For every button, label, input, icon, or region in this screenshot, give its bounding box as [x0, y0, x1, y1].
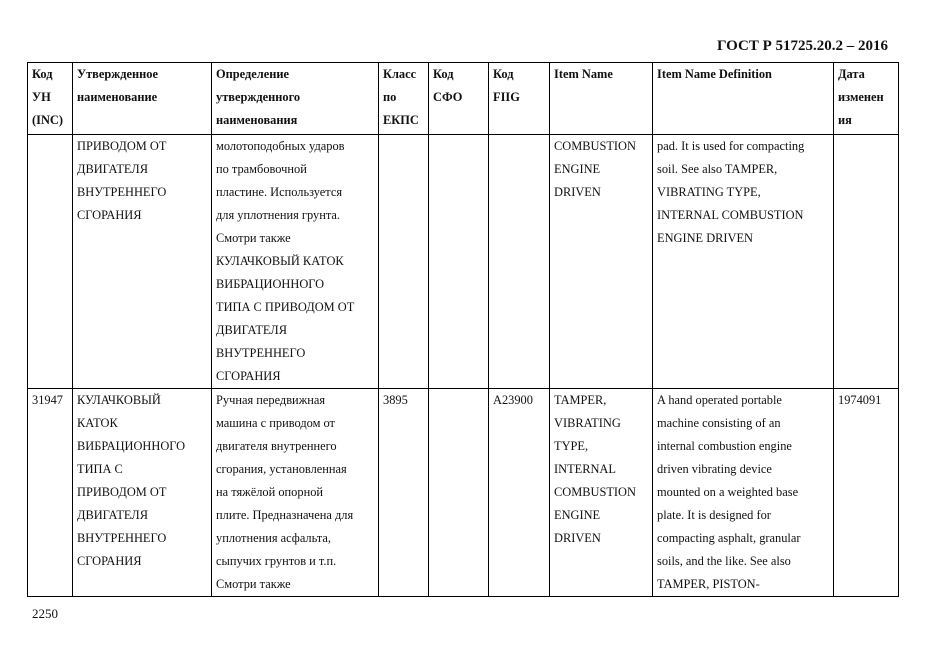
cell-text-line: Смотри также [216, 231, 291, 245]
cell-item-name-definition [653, 135, 834, 389]
cell-text-line: plate. It is designed for [657, 508, 771, 522]
header-text-line: наименование [77, 90, 158, 104]
cell-item-name-definition [653, 389, 834, 597]
cell-text-line: VIBRATING [554, 416, 621, 430]
cell-text-line: ENGINE [554, 508, 601, 522]
cell-ekps-class [379, 389, 429, 597]
column-header-approved-name [73, 63, 212, 135]
header-text-line: Item Name [554, 67, 613, 81]
cell-text-line: compacting asphalt, granular [657, 531, 801, 545]
header-text-line: Item Name Definition [657, 67, 772, 81]
header-text-line: ЕКПС [383, 113, 419, 127]
column-header-fiig-code [489, 63, 550, 135]
cell-text-line: A hand operated portable [657, 393, 782, 407]
cell-text-line: пластине. Используется [216, 185, 343, 199]
page-number: 2250 [32, 606, 58, 621]
cell-inc-code [28, 135, 73, 389]
cell-fiig-code [489, 389, 550, 597]
classification-table [27, 62, 899, 597]
cell-text-line: INTERNAL COMBUSTION [657, 208, 804, 222]
cell-sfo-code [429, 135, 489, 389]
header-text-line: Определение [216, 67, 290, 81]
cell-text-line: Ручная передвижная [216, 393, 326, 407]
column-header-ekps-class [379, 63, 429, 135]
header-text-line: изменен [838, 90, 884, 104]
cell-text-line: ДВИГАТЕЛЯ [77, 162, 148, 176]
cell-text-line: для уплотнения грунта. [216, 208, 341, 222]
document-identifier: ГОСТ Р 51725.20.2 – 2016 [716, 38, 888, 54]
cell-text-line: КУЛАЧКОВЫЙ [77, 393, 161, 407]
column-header-sfo-code [429, 63, 489, 135]
cell-text-line: молотоподобных ударов [216, 139, 345, 153]
header-text-line: Утвержденное [77, 67, 158, 81]
cell-ekps-class [379, 135, 429, 389]
header-text-line: СФО [433, 90, 463, 104]
cell-text-line: Смотри также [216, 577, 291, 591]
cell-text-line: TAMPER, [554, 393, 607, 407]
cell-text-line: ТИПА С ПРИВОДОМ ОТ [216, 300, 355, 314]
cell-text-line: ТИПА С [77, 462, 123, 476]
cell-text-line: ПРИВОДОМ ОТ [77, 485, 167, 499]
header-text-line: ия [838, 113, 852, 127]
cell-inc-code [28, 389, 73, 597]
header-text-line: Код [32, 67, 53, 81]
header-text-line: Код [433, 67, 454, 81]
cell-text-line: на тяжёлой опорной [216, 485, 324, 499]
cell-text-line: pad. It is used for compacting [657, 139, 805, 153]
cell-text-line: ENGINE [554, 162, 601, 176]
cell-text-line: DRIVEN [554, 185, 601, 199]
header-text-line: по [383, 90, 397, 104]
table-row [28, 135, 899, 389]
cell-sfo-code [429, 389, 489, 597]
cell-text-line: плите. Предназначена для [216, 508, 354, 522]
cell-text-line: mounted on a weighted base [657, 485, 799, 499]
cell-name-definition [212, 389, 379, 597]
cell-text-line: КУЛАЧКОВЫЙ КАТОК [216, 254, 344, 268]
cell-item-name [550, 389, 653, 597]
cell-text-line: 31947 [32, 393, 63, 407]
cell-text-line: сыпучих грунтов и т.п. [216, 554, 337, 568]
cell-text-line: машина с приводом от [216, 416, 335, 430]
cell-text-line: ВНУТРЕННЕГО [77, 185, 167, 199]
cell-text-line: A23900 [493, 393, 533, 407]
cell-text-line: 1974091 [838, 393, 882, 407]
cell-text-line: СГОРАНИЯ [77, 554, 142, 568]
cell-text-line: ДВИГАТЕЛЯ [216, 323, 287, 337]
cell-text-line: ВИБРАЦИОННОГО [216, 277, 325, 291]
cell-text-line: КАТОК [77, 416, 118, 430]
cell-text-line: СГОРАНИЯ [77, 208, 142, 222]
cell-text-line: ENGINE DRIVEN [657, 231, 754, 245]
column-header-inc-code [28, 63, 73, 135]
header-text-line: утвержденного [216, 90, 301, 104]
cell-text-line: ВИБРАЦИОННОГО [77, 439, 186, 453]
cell-text-line: сгорания, установленная [216, 462, 347, 476]
cell-name-definition [212, 135, 379, 389]
column-header-item-name [550, 63, 653, 135]
cell-text-line: 3895 [383, 393, 408, 407]
header-text-line: FIIG [493, 90, 520, 104]
cell-text-line: ВНУТРЕННЕГО [77, 531, 167, 545]
cell-text-line: двигателя внутреннего [216, 439, 337, 453]
column-header-name-definition [212, 63, 379, 135]
header-text-line: Класс [383, 67, 417, 81]
header-text-line: (INC) [32, 113, 63, 127]
cell-text-line: СГОРАНИЯ [216, 369, 281, 383]
cell-text-line: TYPE, [554, 439, 589, 453]
cell-text-line: TAMPER, PISTON- [657, 577, 760, 591]
cell-item-name [550, 135, 653, 389]
cell-text-line: ДВИГАТЕЛЯ [77, 508, 148, 522]
header-text-line: наименования [216, 113, 298, 127]
header-text-line: Код [493, 67, 514, 81]
cell-change-date [834, 389, 899, 597]
table-header-row [28, 63, 899, 135]
cell-text-line: COMBUSTION [554, 485, 636, 499]
cell-text-line: driven vibrating device [657, 462, 772, 476]
cell-text-line: machine consisting of an [657, 416, 781, 430]
cell-text-line: по трамбовочной [216, 162, 307, 176]
header-text-line: Дата [838, 67, 865, 81]
cell-text-line: soils, and the like. See also [657, 554, 791, 568]
cell-fiig-code [489, 135, 550, 389]
cell-text-line: уплотнения асфальта, [216, 531, 331, 545]
cell-approved-name [73, 135, 212, 389]
table-row [28, 389, 899, 597]
cell-text-line: ПРИВОДОМ ОТ [77, 139, 167, 153]
header-text-line: УН [32, 90, 51, 104]
cell-text-line: ВНУТРЕННЕГО [216, 346, 306, 360]
column-header-item-name-definition [653, 63, 834, 135]
cell-text-line: DRIVEN [554, 531, 601, 545]
cell-text-line: VIBRATING TYPE, [657, 185, 761, 199]
column-header-change-date [834, 63, 899, 135]
cell-text-line: internal combustion engine [657, 439, 792, 453]
cell-text-line: COMBUSTION [554, 139, 636, 153]
cell-change-date [834, 135, 899, 389]
cell-text-line: INTERNAL [554, 462, 616, 476]
cell-text-line: soil. See also TAMPER, [657, 162, 778, 176]
cell-approved-name [73, 389, 212, 597]
